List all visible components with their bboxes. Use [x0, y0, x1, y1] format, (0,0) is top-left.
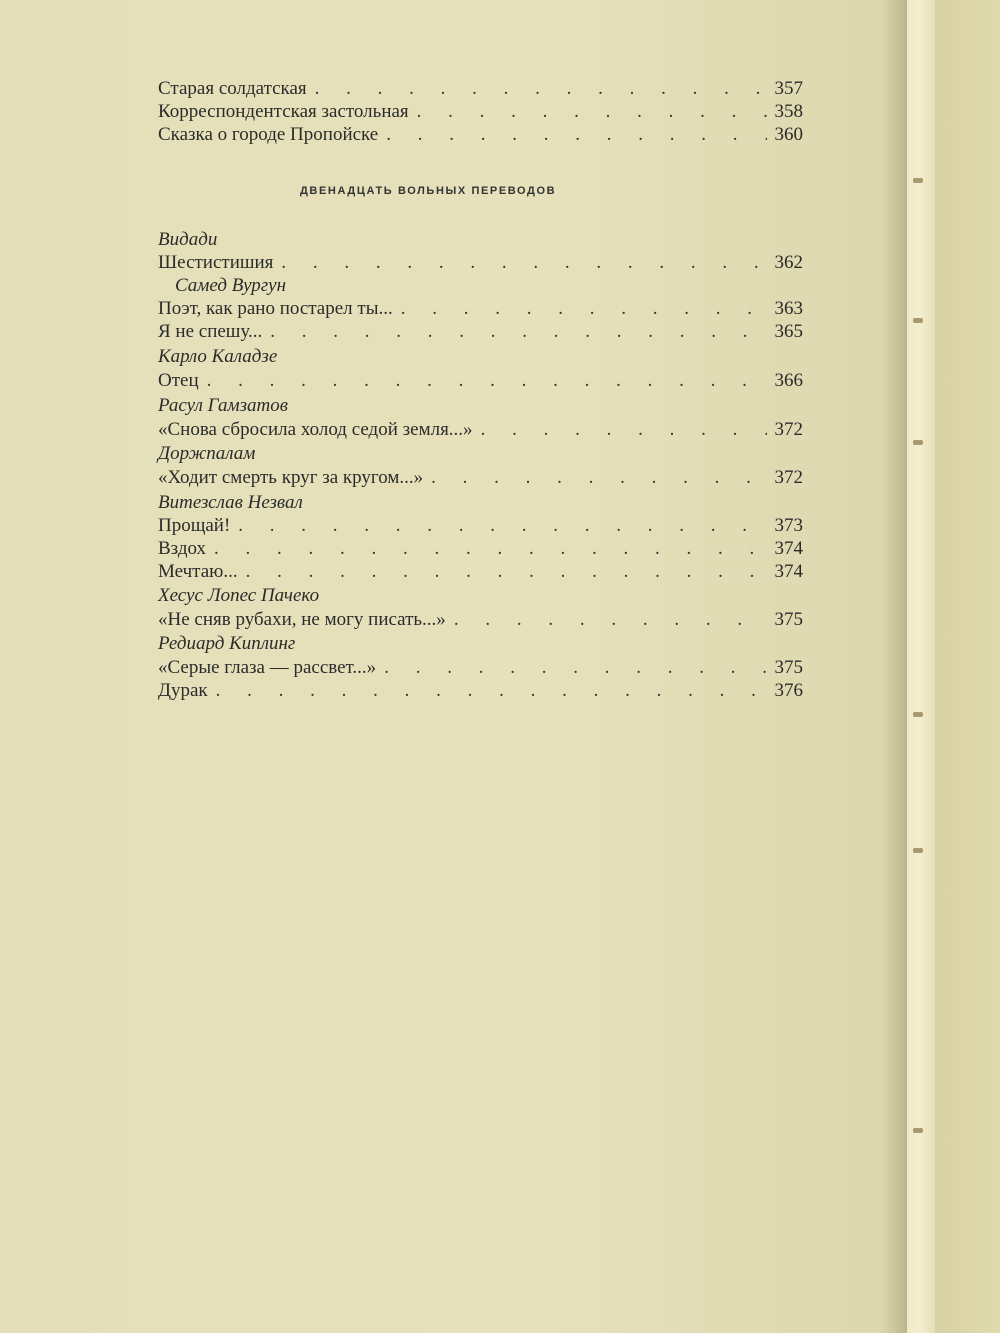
entry-title: Дурак: [158, 680, 208, 701]
toc-entry: [158, 369, 803, 393]
leader-dots: [207, 369, 767, 393]
entry-title: «Снова сбросила холод седой земля...»: [158, 419, 473, 440]
entry-page: 365: [774, 321, 803, 342]
entry-page: 374: [774, 561, 803, 582]
book-binding: [905, 0, 937, 1333]
author-name: Витезслав Незвал: [158, 492, 303, 513]
toc-entry: [158, 560, 803, 584]
toc-entry: [158, 320, 803, 344]
toc-entry: [158, 418, 803, 442]
entry-page: 357: [774, 78, 803, 99]
toc-entry: [158, 608, 803, 632]
entry-title: «Не сняв рубахи, не могу писать...»: [158, 609, 446, 630]
entry-title: Мечтаю...: [158, 561, 238, 582]
entry-title: Поэт, как рано постарел ты...: [158, 298, 393, 319]
toc-entry: [158, 123, 803, 147]
entry-title: Сказка о городе Пропойске: [158, 124, 379, 145]
author-name: Видади: [158, 229, 218, 250]
leader-dots: [214, 537, 766, 561]
entry-page: 374: [774, 538, 803, 559]
toc-entry: [158, 251, 803, 275]
toc-entry: [158, 537, 803, 561]
entry-page: 363: [774, 298, 803, 319]
toc-entry: [158, 514, 803, 538]
leader-dots: [216, 679, 767, 703]
binding-thread: [913, 440, 923, 445]
author-name: Хесус Лопес Пачеко: [158, 585, 320, 606]
toc-entry: [158, 679, 803, 703]
leader-dots: [401, 297, 767, 321]
leader-dots: [481, 418, 767, 442]
adjacent-page: [935, 0, 1000, 1333]
entry-page: 362: [774, 252, 803, 273]
leader-dots: [281, 251, 766, 275]
entry-title: Я не спешу...: [158, 321, 263, 342]
entry-page: 360: [774, 124, 803, 145]
binding-thread: [913, 712, 923, 717]
author-name: Расул Гамзатов: [158, 395, 288, 416]
entry-page: 373: [774, 515, 803, 536]
leader-dots: [238, 514, 766, 538]
toc-entry: [158, 77, 803, 101]
author-name: Редиард Киплинг: [158, 633, 296, 654]
toc-entry: [158, 297, 803, 321]
entry-page: 366: [774, 370, 803, 391]
toc-entry: [158, 466, 803, 490]
binding-thread: [913, 178, 923, 183]
toc-entry: [158, 656, 803, 680]
entry-page: 372: [774, 419, 803, 440]
author-name: Карло Каладзе: [158, 346, 278, 367]
binding-thread: [913, 1128, 923, 1133]
leader-dots: [417, 100, 767, 124]
entry-title: Старая солдатская: [158, 78, 307, 99]
entry-title: Шестистишия: [158, 252, 274, 273]
binding-thread: [913, 318, 923, 323]
leader-dots: [431, 466, 766, 490]
binding-thread: [913, 848, 923, 853]
entry-title: Вздох: [158, 538, 207, 559]
entry-page: 372: [774, 467, 803, 488]
leader-dots: [315, 77, 767, 101]
entry-title: «Ходит смерть круг за кругом...»: [158, 467, 424, 488]
leader-dots: [384, 656, 766, 680]
entry-title: Корреспондентская застольная: [158, 101, 409, 122]
leader-dots: [386, 123, 766, 147]
entry-title: Прощай!: [158, 515, 231, 536]
entry-page: 375: [774, 657, 803, 678]
leader-dots: [246, 560, 767, 584]
entry-page: 376: [774, 680, 803, 701]
entry-page: 375: [774, 609, 803, 630]
leader-dots: [454, 608, 767, 632]
author-name: Самед Вургун: [175, 275, 287, 296]
entry-title: «Серые глаза — рассвет...»: [158, 657, 377, 678]
author-name: Доржпалам: [158, 443, 256, 464]
toc-entry: [158, 100, 803, 124]
leader-dots: [270, 320, 766, 344]
entry-title: Отец: [158, 370, 199, 391]
entry-page: 358: [774, 101, 803, 122]
section-heading: ДВЕНАДЦАТЬ ВОЛЬНЫХ ПЕРЕВОДОВ: [300, 185, 557, 197]
